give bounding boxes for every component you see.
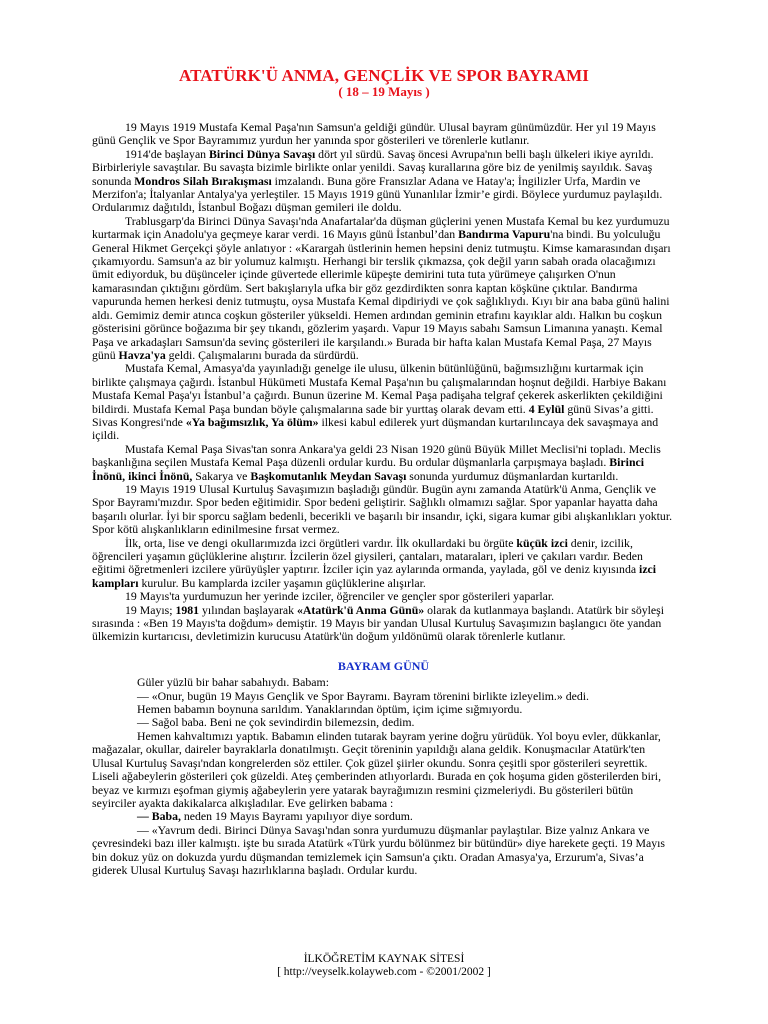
bold-text: küçük izci bbox=[516, 535, 568, 550]
section-paragraph bbox=[92, 676, 675, 689]
paragraph bbox=[92, 443, 675, 483]
bold-text: Bandırma Vapuru bbox=[458, 227, 551, 242]
document-body bbox=[92, 121, 675, 877]
bold-text: Birinci İnönü, ikinci İnönü, bbox=[92, 455, 645, 483]
text-run: günü Sivas’a gitti. Sivas Kongresi'nde bbox=[92, 401, 654, 429]
text-run: Trablusgarp'da Birinci Dünya Savaşı'nda Anafartalar'da düşman güçlerini yenen Mustafa Kemal bu kez yurdumuzu kurtarmak için Anadolu'ya geçmeye karar verdi. 16 Mayıs günü İstanbul’dan bbox=[92, 213, 670, 242]
section-paragraph bbox=[92, 716, 675, 729]
paragraph bbox=[92, 215, 675, 362]
bold-text: Başkomutanlık Meydan Savaşı bbox=[250, 468, 407, 483]
paragraph bbox=[92, 483, 675, 537]
section-body bbox=[92, 676, 675, 877]
text-run: 19 Mayıs'ta yurdumuzun her yerinde izciler, öğrenciler ve gençler spor gösterileri yaparlar. bbox=[125, 589, 555, 604]
text-run: Sakarya ve bbox=[192, 468, 251, 483]
footer-site-name: İLKÖĞRETİM KAYNAK SİTESİ bbox=[303, 953, 465, 965]
text-run: 19 Mayıs; bbox=[125, 602, 176, 617]
section-title: BAYRAM GÜNÜ bbox=[337, 658, 430, 673]
text-run: sonunda yurdumuz düşmanlardan kurtarıldı. bbox=[406, 468, 619, 483]
text-run: — «Onur, bugün 19 Mayıs Gençlik ve Spor Bayramı. Bayram törenini birlikte izleyelim.» dedi. bbox=[137, 688, 589, 703]
section-paragraph bbox=[92, 824, 675, 878]
text-run: kurulur. Bu kamplarda izciler yaşamın güçlüklerine alışırlar. bbox=[138, 575, 426, 590]
text-run: 19 Mayıs 1919 Ulusal Kurtuluş Savaşımızın başladığı gündür. Bugün aynı zamanda Atatürk'ü Anma, Gençlik ve Spor Bayramı'mızdır. Spor beden eğitimidir. Spor bedeni geliştirir. Sağlıklı olmamızı sağlar. Spor yapanlar hayatta daha başarılı olurlar. İyi bir sporcu sağlam bedenli, becerikli ve başarılı bir insandır, içki, sigara kumar gibi alışkanlıkları yoktur. Spor kötü alışkanlıkların edinilmesine fırsat vermez. bbox=[92, 481, 673, 537]
text-run: yılından başlayarak bbox=[199, 602, 298, 617]
text-run: Mustafa Kemal Paşa Sivas'tan sonra Ankara'ya geldi 23 Nisan 1920 günü Büyük Millet Meclisi'ni topladı. Meclis başkanlığına seçilen Mustafa Kemal Paşa düzenli ordular kurdu. Bu ordular düşmanlarla çarpışmaya başladı. bbox=[92, 441, 661, 470]
bold-text: «Ya bağımsızlık, Ya ölüm» bbox=[185, 414, 319, 429]
text-run: neden 19 Mayıs Bayramı yapılıyor diye sordum. bbox=[180, 809, 413, 824]
bold-text: 1981 bbox=[175, 602, 200, 617]
bold-text: — Baba, bbox=[137, 809, 181, 824]
paragraph bbox=[92, 121, 675, 148]
paragraph bbox=[92, 148, 675, 215]
bold-text: Mondros Silah Bırakışması bbox=[134, 173, 272, 188]
bold-text: 4 Eylül bbox=[528, 401, 565, 416]
title-block bbox=[0, 66, 768, 99]
text-run: İlk, orta, lise ve dengi okullarımızda izci örgütleri vardır. İlk okullardaki bu örgüte bbox=[125, 535, 517, 550]
text-run: 'na bindi. Bu yolculuğu General Hikmet Gerçekçi şöyle anlatıyor : «Karargah üstlerinin hemen hepsini deniz tutmuştu. Kimse kamarasından dışarı çıkamıyordu. Samsun'a az bir yolumuz kalmıştı. Herhangi bir terslik çıkmazsa, çok değil yarın sabah orada olacağımızı ümit ediyorduk, bu düşünceler içinde güvertede ellerimle küpeşte demirini tuta tuta yürümeye çalışırken O'nun kamarasından çıktığını gördüm. Sert bakışlarıyla ufka bir göz gezdirdikten sonra kaptan köşküne çıktılar. Bandırma vapurunda hemen herkesi deniz tutmuştu, oysa Mustafa Kemal dipdiriydi ve çok sağlıklıydı. Kıyı bir ana baba günü halini aldı. Gemimiz demir atınca coşkun gösteriler yükseldi. Hemen ardından geminin etrafını kayıklar aldı. Halkın bu coşkun gösterisini görünce boğazıma bir şey tıkandı, gözlerim yaşardı. Vapur 19 Mayıs sabahı Samsun Limanına yanaştı. Kemal Paşa ve arkadaşları Samsun'da sevinç gösterileri ile karşılandı.» Burada bir hafta kalan Mustafa Kemal Paşa, 27 Mayıs günü bbox=[92, 227, 671, 362]
bold-text: izci kampları bbox=[92, 562, 657, 590]
bold-text: Birinci Dünya Savaşı bbox=[209, 146, 316, 161]
article-paragraphs bbox=[92, 121, 675, 644]
text-run: geldi. Çalışmalarını burada da sürdürdü. bbox=[165, 347, 359, 362]
text-run: — Sağol baba. Beni ne çok sevindirdin bilemezsin, dedim. bbox=[137, 715, 415, 730]
section-paragraph bbox=[92, 703, 675, 716]
text-run: 19 Mayıs 1919 Mustafa Kemal Paşa'nın Samsun'a geldiği gündür. Ulusal bayram günümüzdür. Her yıl 19 Mayıs günü Gençlik ve Spor Bayramımız yurdun her yanında spor gösterileri ve törenlerle kutlanır. bbox=[92, 120, 656, 148]
text-run: Güler yüzlü bir bahar sabahıydı. Babam: bbox=[137, 675, 329, 690]
text-run: Mustafa Kemal, Amasya'da yayınladığı genelge ile ulusu, ülkenin bütünlüğünü, bağımsızlığını kurtarmak için birlikte çalışmaya çağırdı. İstanbul Hükümeti Mustafa Kemal Paşa'nın bu çalışmalarından hoşnut değildi. Harbiye Bakanı Mustafa Kemal Paşa'yı İstanbul’a çağırdı. Bunun üzerine M. Kemal Paşa padişaha telgraf çekerek askerlikten çekildiğini bildirdi. Mustafa Kemal Paşa bundan böyle çalışmalarına sade bir yurttaş olarak devam etti. bbox=[92, 361, 667, 416]
page-title: ATATÜRK'Ü ANMA, GENÇLİK VE SPOR BAYRAMI bbox=[178, 66, 590, 85]
text-run: — «Yavrum dedi. Birinci Dünya Savaşı'ndan sonra yurdumuzu düşmanlar paylaştılar. Bize yalnız Ankara ve çevresindeki bazı iller kalmıştı. işte bu sırada Atatürk «Türk yurdu bölünmez bir bütündür» diye harekete geçti. 19 Mayıs bin dokuz yüz on dokuzda yurdu düşmandan temizlemek için Samsun'a çıktı. Oradan Amasya'ya, Erzurum'a, Sivas’a giderek Ulusal Kurtuluş Savaşı hazırlıklarına başladı. Ordular kurdu. bbox=[92, 822, 665, 877]
text-run: olarak da kutlanmaya başlandı. Atatürk bir söyleşi sırasında : «Ben 19 Mayıs'ta doğdum» demiştir. 19 Mayıs bir yandan Ulusal Kurtuluş Savaşımızın başlangıcı öte yandan ülkemizin kurtarıcısı, devletimizin kurucusu Atatürk'ün doğum yıldönümü olarak törenlerle kutlanır. bbox=[92, 602, 665, 644]
text-run: dört yıl sürdü. Savaş öncesi Avrupa'nın belli başlı ülkeleri ikiye ayrıldı. Birbirleriyle savaştılar. Bu savaşta bizimle birlikte onlar yenildi. Savaş kurallarına göre biz de yenilmiş sayıldık. Savaş sonunda bbox=[92, 146, 654, 188]
text-run: ilkesi kabul edilerek yurt düşmandan kurtarılıncaya dek savaşmaya and içildi. bbox=[92, 414, 659, 443]
paragraph bbox=[92, 362, 675, 442]
paragraph bbox=[92, 537, 675, 591]
paragraph bbox=[92, 604, 675, 644]
section-paragraph bbox=[92, 810, 675, 823]
footer-site-link: [ http://veyselk.kolayweb.com - ©2001/2002 ] bbox=[277, 966, 491, 978]
section-paragraph bbox=[92, 730, 675, 810]
text-run: imzalandı. Buna göre Fransızlar Adana ve Hatay'a; İngilizler Urfa, Mardin ve Merzifon'a; İtalyanlar Antalya'ya yerleştiler. 15 Mayıs 1919 günü Yunanlılar İzmir’e girdi. Böylece yurdumuz paylaşıldı. Ordularımız dağıtıldı, İstanbul Boğazı düşman gemileri ile doldu. bbox=[92, 173, 663, 215]
paragraph bbox=[92, 590, 675, 603]
text-run: denir, izcilik, öğrencileri yaşamın güçlüklerine alıştırır. İzcilerin özel giysileri, çantaları, mataraları, ipleri ve çakıları vardır. Beden eğitimi öğretmenleri izcilere yürüyüşler yaptırır. İzciler için yaz aylarında ormanda, yaylada, göl ve deniz kıyısında bbox=[92, 535, 643, 577]
footer bbox=[0, 953, 768, 979]
text-run: Hemen kahvaltımızı yaptık. Babamın elinden tutarak bayram yerine doğru yürüdük. Yol boyu evler, dükkanlar, mağazalar, okullar, daireler bayraklarla donatılmıştı. Geçit töreninin yapıldığı alana geldik. Konuşmacılar Atatürk'ten Ulusal Kurtuluş Savaşı'ndan kongrelerden söz ettiler. Çok güzel şiirler okundu. Sonra çeşitli spor gösterileri seyrettik. Liseli ağabeylerin gösterileri çok güzeldi. Ateş çemberinden atlıyorlardı. Burada en çok hoşuma giden gösterilerden biri, beyaz ve kırmızı eşofman giymiş ağabeylerin yere yatarak bayrağımızın resmini çizmeleriydi. Bu gösterileri bütün seyirciler ayakta dakikalarca alkışladılar. Eve gelirken babama : bbox=[92, 728, 662, 810]
bold-text: «Atatürk'ü Anma Günü» bbox=[297, 602, 425, 617]
text-run: Hemen babamın boynuna sarıldım. Yanaklarından öptüm, içim içime sığmıyordu. bbox=[137, 702, 523, 717]
page-subtitle: ( 18 – 19 Mayıs ) bbox=[338, 84, 430, 99]
section-paragraph bbox=[92, 690, 675, 703]
bold-text: Havza'ya bbox=[118, 347, 166, 362]
text-run: 1914'de başlayan bbox=[125, 146, 210, 161]
